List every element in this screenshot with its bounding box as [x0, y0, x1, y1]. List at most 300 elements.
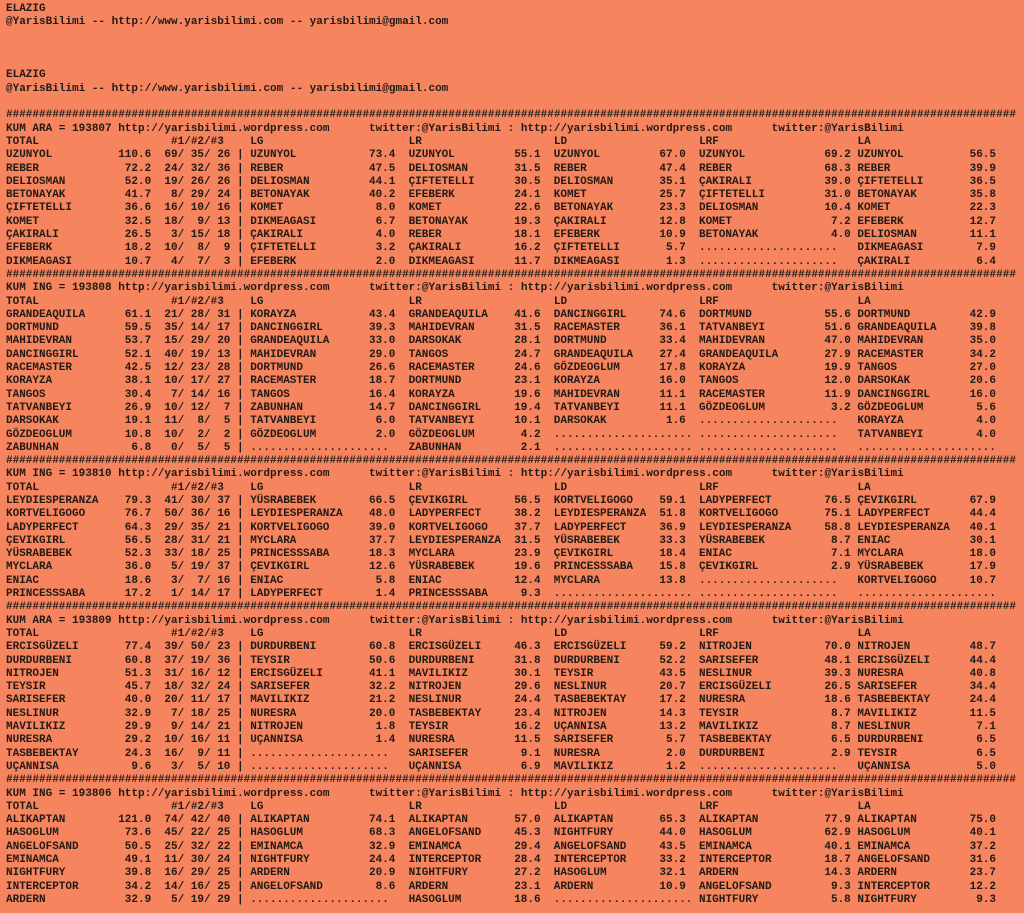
total-value: 24.3 — [124, 747, 152, 760]
table-row — [6, 881, 1024, 894]
ld-value: 59.2 — [659, 641, 686, 654]
section-header — [6, 468, 1024, 481]
horse-name: KORTVELIGOGO — [6, 508, 86, 521]
la-name: TASBEBEKTAY — [857, 694, 931, 707]
ld-name: MYCLARA — [553, 574, 600, 587]
record-value: 10/ 12/ 7 — [164, 401, 231, 414]
record-value: 35/ 14/ 17 — [164, 322, 231, 335]
lr-name: KOMET — [408, 202, 442, 215]
ld-name: MAVILIKIZ — [553, 760, 614, 773]
lg-value: 14.7 — [368, 401, 396, 414]
lr-value: 24.7 — [514, 348, 541, 361]
total-value: 121.0 — [118, 814, 152, 827]
total-value: 40.0 — [124, 694, 152, 707]
lrf-value: 7.1 — [830, 548, 851, 561]
table-row — [6, 655, 1024, 668]
table-row — [6, 668, 1024, 681]
pipe-separator: | — [230, 534, 251, 547]
column-header-lg: LG — [250, 800, 264, 813]
la-value: 7.1 — [976, 721, 996, 734]
twitter-handle: twitter:@YarisBilimi — [771, 122, 904, 135]
column-header-lr: LR — [408, 481, 422, 494]
column-header-total: TOTAL — [6, 800, 40, 813]
pipe-separator: | — [230, 561, 251, 574]
lg-name: ZABUNHAN — [250, 401, 303, 414]
la-value: 11.1 — [969, 229, 996, 242]
twitter-handle: twitter:@YarisBilimi — [771, 282, 904, 295]
lrf-name: RACEMASTER — [698, 388, 765, 401]
twitter-handle: twitter:@YarisBilimi — [771, 468, 904, 481]
horse-name: EMINAMCA — [6, 854, 59, 866]
lrf-name: NIGHTFURY — [698, 893, 759, 906]
record-value: 69/ 35/ 26 — [164, 149, 231, 162]
table-row — [6, 721, 1024, 734]
lg-name: NURESRA — [250, 707, 297, 720]
pipe-separator: | — [230, 362, 251, 375]
column-header-record: #1/#2/#3 — [171, 627, 224, 640]
table-row — [6, 216, 1024, 229]
lrf-value: 31.0 — [824, 189, 851, 202]
la-value: 75.0 — [969, 814, 996, 827]
la-value: 34.2 — [969, 348, 996, 361]
ld-name: GÖZDEOGLUM — [553, 362, 620, 375]
record-value: 16/ 29/ 25 — [164, 867, 231, 880]
la-value: 44.4 — [969, 654, 996, 667]
lg-value: 66.5 — [368, 494, 396, 507]
la-name: DIKMEAGASI — [857, 242, 924, 255]
lg-name: UZUNYOL — [250, 149, 297, 162]
total-value: 51.3 — [124, 667, 152, 680]
lr-value: 46.3 — [514, 641, 541, 654]
table-row — [6, 189, 1024, 202]
la-name: ..................... — [857, 588, 997, 601]
hash-separator: ######################################################################################################################################################### — [6, 268, 1016, 281]
lg-name: ENIAC — [250, 574, 284, 587]
la-value: 35.8 — [969, 189, 996, 202]
wordpress-url: http://yarisbilimi.wordpress.com — [118, 122, 330, 135]
lr-name: EFEBERK — [408, 189, 455, 202]
pipe-separator: | — [230, 880, 251, 893]
la-value: 48.7 — [969, 641, 996, 654]
la-value: 34.4 — [969, 681, 996, 694]
la-name: DANCINGGIRL — [857, 388, 931, 401]
contact-line: @YarisBilimi -- http://www.yarisbilimi.com -- yarisbilimi@gmail.com — [6, 16, 449, 29]
column-header-ld: LD — [553, 481, 568, 494]
lr-name: TANGOS — [408, 348, 449, 361]
ld-name: LADYPERFECT — [553, 521, 627, 534]
lr-name: DURDURBENI — [408, 654, 475, 667]
horse-name: DANCINGGIRL — [6, 348, 79, 361]
column-header-lr: LR — [408, 135, 422, 148]
ld-name: NIGHTFURY — [553, 827, 614, 840]
lg-name: HASOGLUM — [250, 827, 303, 840]
lrf-name: ÇAKIRALI — [698, 175, 752, 188]
lg-value: 8.6 — [375, 880, 396, 893]
la-name: HASOGLUM — [857, 827, 911, 840]
column-header-row — [6, 801, 1024, 814]
lr-name: DELIOSMAN — [408, 162, 468, 175]
lr-name: RACEMASTER — [408, 362, 475, 375]
table-row — [6, 335, 1024, 348]
lrf-name: ANGELOFSAND — [698, 880, 772, 893]
column-header-record: #1/#2/#3 — [171, 135, 224, 148]
pipe-separator: | — [230, 335, 251, 348]
la-value: 16.0 — [969, 388, 996, 401]
ld-name: LEYDIESPERANZA — [553, 508, 647, 521]
lrf-name: YÜSRABEBEK — [698, 534, 765, 547]
total-value: 110.6 — [118, 149, 152, 162]
total-value: 39.8 — [124, 867, 152, 880]
lrf-value: 26.5 — [824, 681, 851, 694]
lg-name: DELIOSMAN — [250, 175, 310, 188]
table-row — [6, 415, 1024, 428]
lrf-value: 68.3 — [824, 162, 851, 175]
ld-value: 59.1 — [659, 494, 686, 507]
lr-value: 6.9 — [520, 760, 541, 773]
lg-value: 32.9 — [368, 840, 396, 853]
lr-value: 29.6 — [514, 681, 541, 694]
lrf-value: 40.1 — [824, 840, 851, 853]
lr-name: NIGHTFURY — [408, 867, 468, 880]
total-value: 59.5 — [124, 322, 152, 335]
lr-value: 56.5 — [514, 494, 541, 507]
lrf-name: LADYPERFECT — [698, 494, 772, 507]
lg-name: NIGHTFURY — [250, 854, 310, 866]
ld-name: UZUNYOL — [553, 149, 600, 162]
ld-value: 47.4 — [659, 162, 686, 175]
record-value: 24/ 32/ 36 — [164, 162, 231, 175]
lr-value: 31.8 — [514, 654, 541, 667]
lr-name: DIKMEAGASI — [408, 255, 475, 268]
ld-value: 10.9 — [659, 229, 686, 242]
record-value: 10/ 8/ 9 — [164, 242, 231, 255]
lr-value: 31.5 — [514, 534, 541, 547]
lrf-value: 75.1 — [824, 508, 851, 521]
table-row — [6, 256, 1024, 269]
record-value: 11/ 8/ 5 — [164, 415, 231, 428]
horse-name: NESLINUR — [6, 707, 59, 720]
total-value: 72.2 — [124, 162, 152, 175]
lg-value: 39.3 — [368, 322, 396, 335]
pipe-separator: | — [230, 521, 251, 534]
section-header — [6, 123, 1024, 136]
record-value: 41/ 30/ 37 — [164, 494, 231, 507]
lg-name: ..................... — [250, 760, 389, 773]
record-value: 3/ 15/ 18 — [164, 229, 231, 242]
lg-value: 18.7 — [368, 375, 396, 388]
record-value: 31/ 16/ 12 — [164, 667, 231, 680]
horse-name: NIGHTFURY — [6, 867, 66, 880]
table-row — [6, 508, 1024, 521]
column-header-total: TOTAL — [6, 295, 40, 308]
lrf-name: TATVANBEYI — [698, 322, 765, 335]
total-value: 52.0 — [124, 175, 152, 188]
lg-name: BETONAYAK — [250, 189, 310, 202]
record-value: 5/ 19/ 37 — [164, 561, 231, 574]
record-value: 14/ 16/ 25 — [164, 880, 231, 893]
pipe-separator: | — [230, 255, 251, 268]
total-value: 34.2 — [124, 880, 152, 893]
horse-name: DORTMUND — [6, 322, 59, 335]
total-value: 61.1 — [124, 308, 152, 321]
lg-value: 60.8 — [368, 641, 396, 654]
la-name: ..................... — [857, 441, 997, 454]
horse-name: HASOGLUM — [6, 827, 59, 840]
lrf-name: ..................... — [698, 760, 838, 773]
lg-value: 18.3 — [368, 548, 396, 561]
ld-value: 27.4 — [659, 348, 686, 361]
total-value: 32.9 — [124, 707, 152, 720]
lg-name: ..................... — [250, 893, 389, 906]
blank-line — [6, 43, 1024, 56]
horse-name: KORAYZA — [6, 375, 53, 388]
lr-value: 4.2 — [520, 428, 541, 441]
column-header-record: #1/#2/#3 — [171, 481, 224, 494]
column-header-lg: LG — [250, 135, 264, 148]
la-value: 24.4 — [969, 694, 996, 707]
lrf-name: ..................... — [698, 255, 838, 268]
separator-line — [6, 455, 1024, 468]
lr-name: ALIKAPTAN — [408, 814, 468, 827]
ld-name: DANCINGGIRL — [553, 308, 627, 321]
total-value: 45.7 — [124, 681, 152, 694]
table-row — [6, 176, 1024, 189]
twitter-handle: twitter:@YarisBilimi — [369, 122, 502, 135]
lg-value: 1.4 — [375, 588, 396, 601]
pipe-separator: | — [230, 641, 251, 654]
lg-name: MAHIDEVRAN — [250, 348, 317, 361]
horse-name: DELIOSMAN — [6, 175, 66, 188]
blank-line — [6, 96, 1024, 109]
hash-separator: ######################################################################################################################################################### — [6, 455, 1016, 468]
ld-name: UÇANNISA — [553, 721, 607, 734]
pipe-separator: | — [230, 681, 251, 694]
table-row — [6, 309, 1024, 322]
ld-name: TASBEBEKTAY — [553, 694, 627, 707]
pipe-separator: | — [230, 415, 251, 428]
record-value: 1/ 14/ 17 — [164, 588, 231, 601]
horse-name: YÜSRABEBEK — [6, 548, 73, 561]
lrf-name: DURDURBENI — [698, 747, 765, 760]
hash-separator: ######################################################################################################################################################### — [6, 774, 1016, 787]
wordpress-url: http://yarisbilimi.wordpress.com — [520, 122, 733, 135]
la-value: 12.2 — [969, 880, 996, 893]
lrf-name: TEYSIR — [698, 707, 739, 720]
lg-value: 8.0 — [375, 202, 396, 215]
pipe-separator: | — [230, 308, 251, 321]
ld-name: KORAYZA — [553, 375, 600, 388]
lg-name: TANGOS — [250, 388, 290, 401]
section-title: KUM ARA = 193809 — [6, 614, 112, 627]
table-row — [6, 202, 1024, 215]
record-value: 19/ 26/ 26 — [164, 175, 231, 188]
la-value: 67.9 — [969, 494, 996, 507]
la-value: 44.4 — [969, 508, 996, 521]
record-value: 37/ 19/ 36 — [164, 654, 231, 667]
lr-value: 41.6 — [514, 308, 541, 321]
pipe-separator: | — [230, 149, 251, 162]
horse-name: TEYSIR — [6, 681, 46, 694]
la-name: DURDURBENI — [857, 734, 924, 747]
lr-value: 19.4 — [514, 401, 541, 414]
twitter-handle: twitter:@YarisBilimi — [771, 614, 904, 627]
lg-name: PRINCESSSABA — [250, 548, 330, 561]
lg-name: KOMET — [250, 202, 284, 215]
lg-name: ..................... — [250, 747, 389, 760]
lg-value: 39.0 — [368, 521, 396, 534]
horse-name: PRINCESSSABA — [6, 588, 86, 601]
horse-name: NITROJEN — [6, 667, 59, 680]
lrf-value: 8.7 — [830, 707, 851, 720]
pipe-separator: | — [230, 694, 251, 707]
la-value: 39.9 — [969, 162, 996, 175]
la-name: EMINAMCA — [857, 840, 911, 853]
lrf-value: 2.9 — [830, 747, 851, 760]
horse-name: MAHIDEVRAN — [6, 335, 73, 348]
la-value: 17.9 — [969, 561, 996, 574]
lrf-name: SARISEFER — [698, 654, 759, 667]
ld-value: 17.2 — [659, 694, 686, 707]
column-header-lrf: LRF — [699, 135, 719, 148]
pipe-separator: | — [230, 189, 251, 202]
lg-name: EFEBERK — [250, 255, 297, 268]
lrf-name: ..................... — [698, 242, 838, 255]
lrf-value: 27.9 — [824, 348, 851, 361]
lg-name: DURDURBENI — [250, 641, 317, 654]
twitter-handle: twitter:@YarisBilimi — [369, 787, 502, 800]
record-value: 74/ 42/ 40 — [164, 814, 231, 827]
ld-value: 65.3 — [659, 814, 686, 827]
column-header-lr: LR — [408, 800, 422, 813]
ld-name: NITROJEN — [553, 707, 607, 720]
la-name: NESLINUR — [857, 721, 911, 734]
lr-name: BETONAYAK — [408, 215, 468, 228]
total-value: 56.5 — [124, 534, 152, 547]
total-value: 52.3 — [124, 548, 152, 561]
la-name: DORTMUND — [857, 308, 911, 321]
section-title: KUM ING = 193810 — [6, 468, 112, 481]
lrf-name: ERCISGÜZELI — [698, 681, 772, 694]
pipe-separator: | — [230, 747, 251, 760]
la-name: MAVILIKIZ — [857, 707, 917, 720]
lrf-name: DORTMUND — [698, 308, 752, 321]
colon-separator: : — [501, 787, 521, 800]
column-header-row — [6, 628, 1024, 641]
lg-name: EMINAMCA — [250, 840, 303, 853]
horse-name: DIKMEAGASI — [6, 255, 73, 268]
column-header-lg: LG — [250, 627, 264, 640]
lrf-name: ..................... — [698, 441, 838, 454]
ld-name: DARSOKAK — [553, 415, 607, 428]
column-header-lrf: LRF — [699, 627, 719, 640]
horse-name: REBER — [6, 162, 40, 175]
la-name: KORAYZA — [857, 415, 904, 428]
horse-name: ÇAKIRALI — [6, 229, 59, 242]
la-value: 27.0 — [969, 362, 996, 375]
lr-name: NURESRA — [408, 734, 455, 747]
la-value: 18.0 — [969, 548, 996, 561]
blank-line — [6, 30, 1024, 43]
lrf-name: ALIKAPTAN — [698, 814, 759, 827]
lg-name: TEYSIR — [250, 654, 290, 667]
lg-name: DANCINGGIRL — [250, 322, 323, 335]
lg-value: 3.2 — [375, 242, 396, 255]
ld-value: 43.5 — [659, 840, 686, 853]
lg-value: 2.0 — [375, 255, 396, 268]
ld-value: 11.1 — [659, 401, 686, 414]
total-value: 60.8 — [124, 654, 152, 667]
la-value: 40.1 — [969, 827, 996, 840]
lg-value: 32.2 — [368, 681, 396, 694]
lrf-value: 51.6 — [824, 322, 851, 335]
la-name: MYCLARA — [857, 548, 904, 561]
lr-name: GRANDEAQUILA — [408, 308, 488, 321]
lrf-value: 7.2 — [830, 215, 851, 228]
lrf-value: 69.2 — [824, 149, 851, 162]
lg-name: DIKMEAGASI — [250, 215, 317, 228]
la-name: ÇAKIRALI — [857, 255, 911, 268]
ld-name: HASOGLUM — [553, 867, 607, 880]
record-value: 21/ 28/ 31 — [164, 308, 231, 321]
record-value: 16/ 9/ 11 — [164, 747, 231, 760]
lr-value: 30.1 — [514, 667, 541, 680]
ld-value: 5.7 — [665, 242, 686, 255]
lr-name: NESLINUR — [408, 694, 462, 707]
lrf-name: NURESRA — [698, 694, 746, 707]
lg-value: 33.0 — [368, 335, 396, 348]
ld-value: 11.1 — [659, 388, 686, 401]
ld-value: 1.2 — [665, 760, 686, 773]
pipe-separator: | — [230, 322, 251, 335]
lrf-value: 47.0 — [824, 335, 851, 348]
total-value: 18.6 — [124, 574, 152, 587]
lrf-value: 76.5 — [824, 494, 851, 507]
lr-name: PRINCESSSABA — [408, 588, 488, 601]
hash-separator: ######################################################################################################################################################### — [6, 601, 1016, 614]
la-name: ENIAC — [857, 534, 891, 547]
lr-name: TEYSIR — [408, 721, 449, 734]
la-name: LEYDIESPERANZA — [857, 521, 950, 534]
lr-value: 29.4 — [514, 840, 541, 853]
record-value: 28/ 31/ 21 — [164, 534, 231, 547]
lrf-value: 6.5 — [830, 734, 851, 747]
la-name: ANGELOFSAND — [857, 854, 931, 866]
total-value: 29.2 — [124, 734, 152, 747]
record-value: 45/ 22/ 25 — [164, 827, 231, 840]
colon-separator: : — [501, 614, 521, 627]
column-header-total: TOTAL — [6, 481, 40, 494]
table-row — [6, 535, 1024, 548]
column-header-lr: LR — [408, 295, 422, 308]
lr-name: TASBEBEKTAY — [408, 707, 482, 720]
total-value: 32.5 — [124, 215, 152, 228]
wordpress-url: http://yarisbilimi.wordpress.com — [118, 614, 330, 627]
la-name: ALIKAPTAN — [857, 814, 917, 827]
lr-value: 9.1 — [520, 747, 541, 760]
wordpress-url: http://yarisbilimi.wordpress.com — [520, 282, 733, 295]
wordpress-url: http://yarisbilimi.wordpress.com — [520, 468, 733, 481]
twitter-handle: twitter:@YarisBilimi — [369, 468, 502, 481]
ld-value: 43.5 — [659, 667, 686, 680]
ld-value: 1.6 — [665, 415, 686, 428]
table-row — [6, 694, 1024, 707]
lg-name: ERCISGÜZELI — [250, 667, 323, 680]
lr-value: 18.6 — [514, 893, 541, 906]
lr-value: 23.4 — [514, 707, 541, 720]
horse-name: ÇIFTETELLI — [6, 202, 73, 215]
table-row — [6, 761, 1024, 774]
pipe-separator: | — [230, 348, 251, 361]
